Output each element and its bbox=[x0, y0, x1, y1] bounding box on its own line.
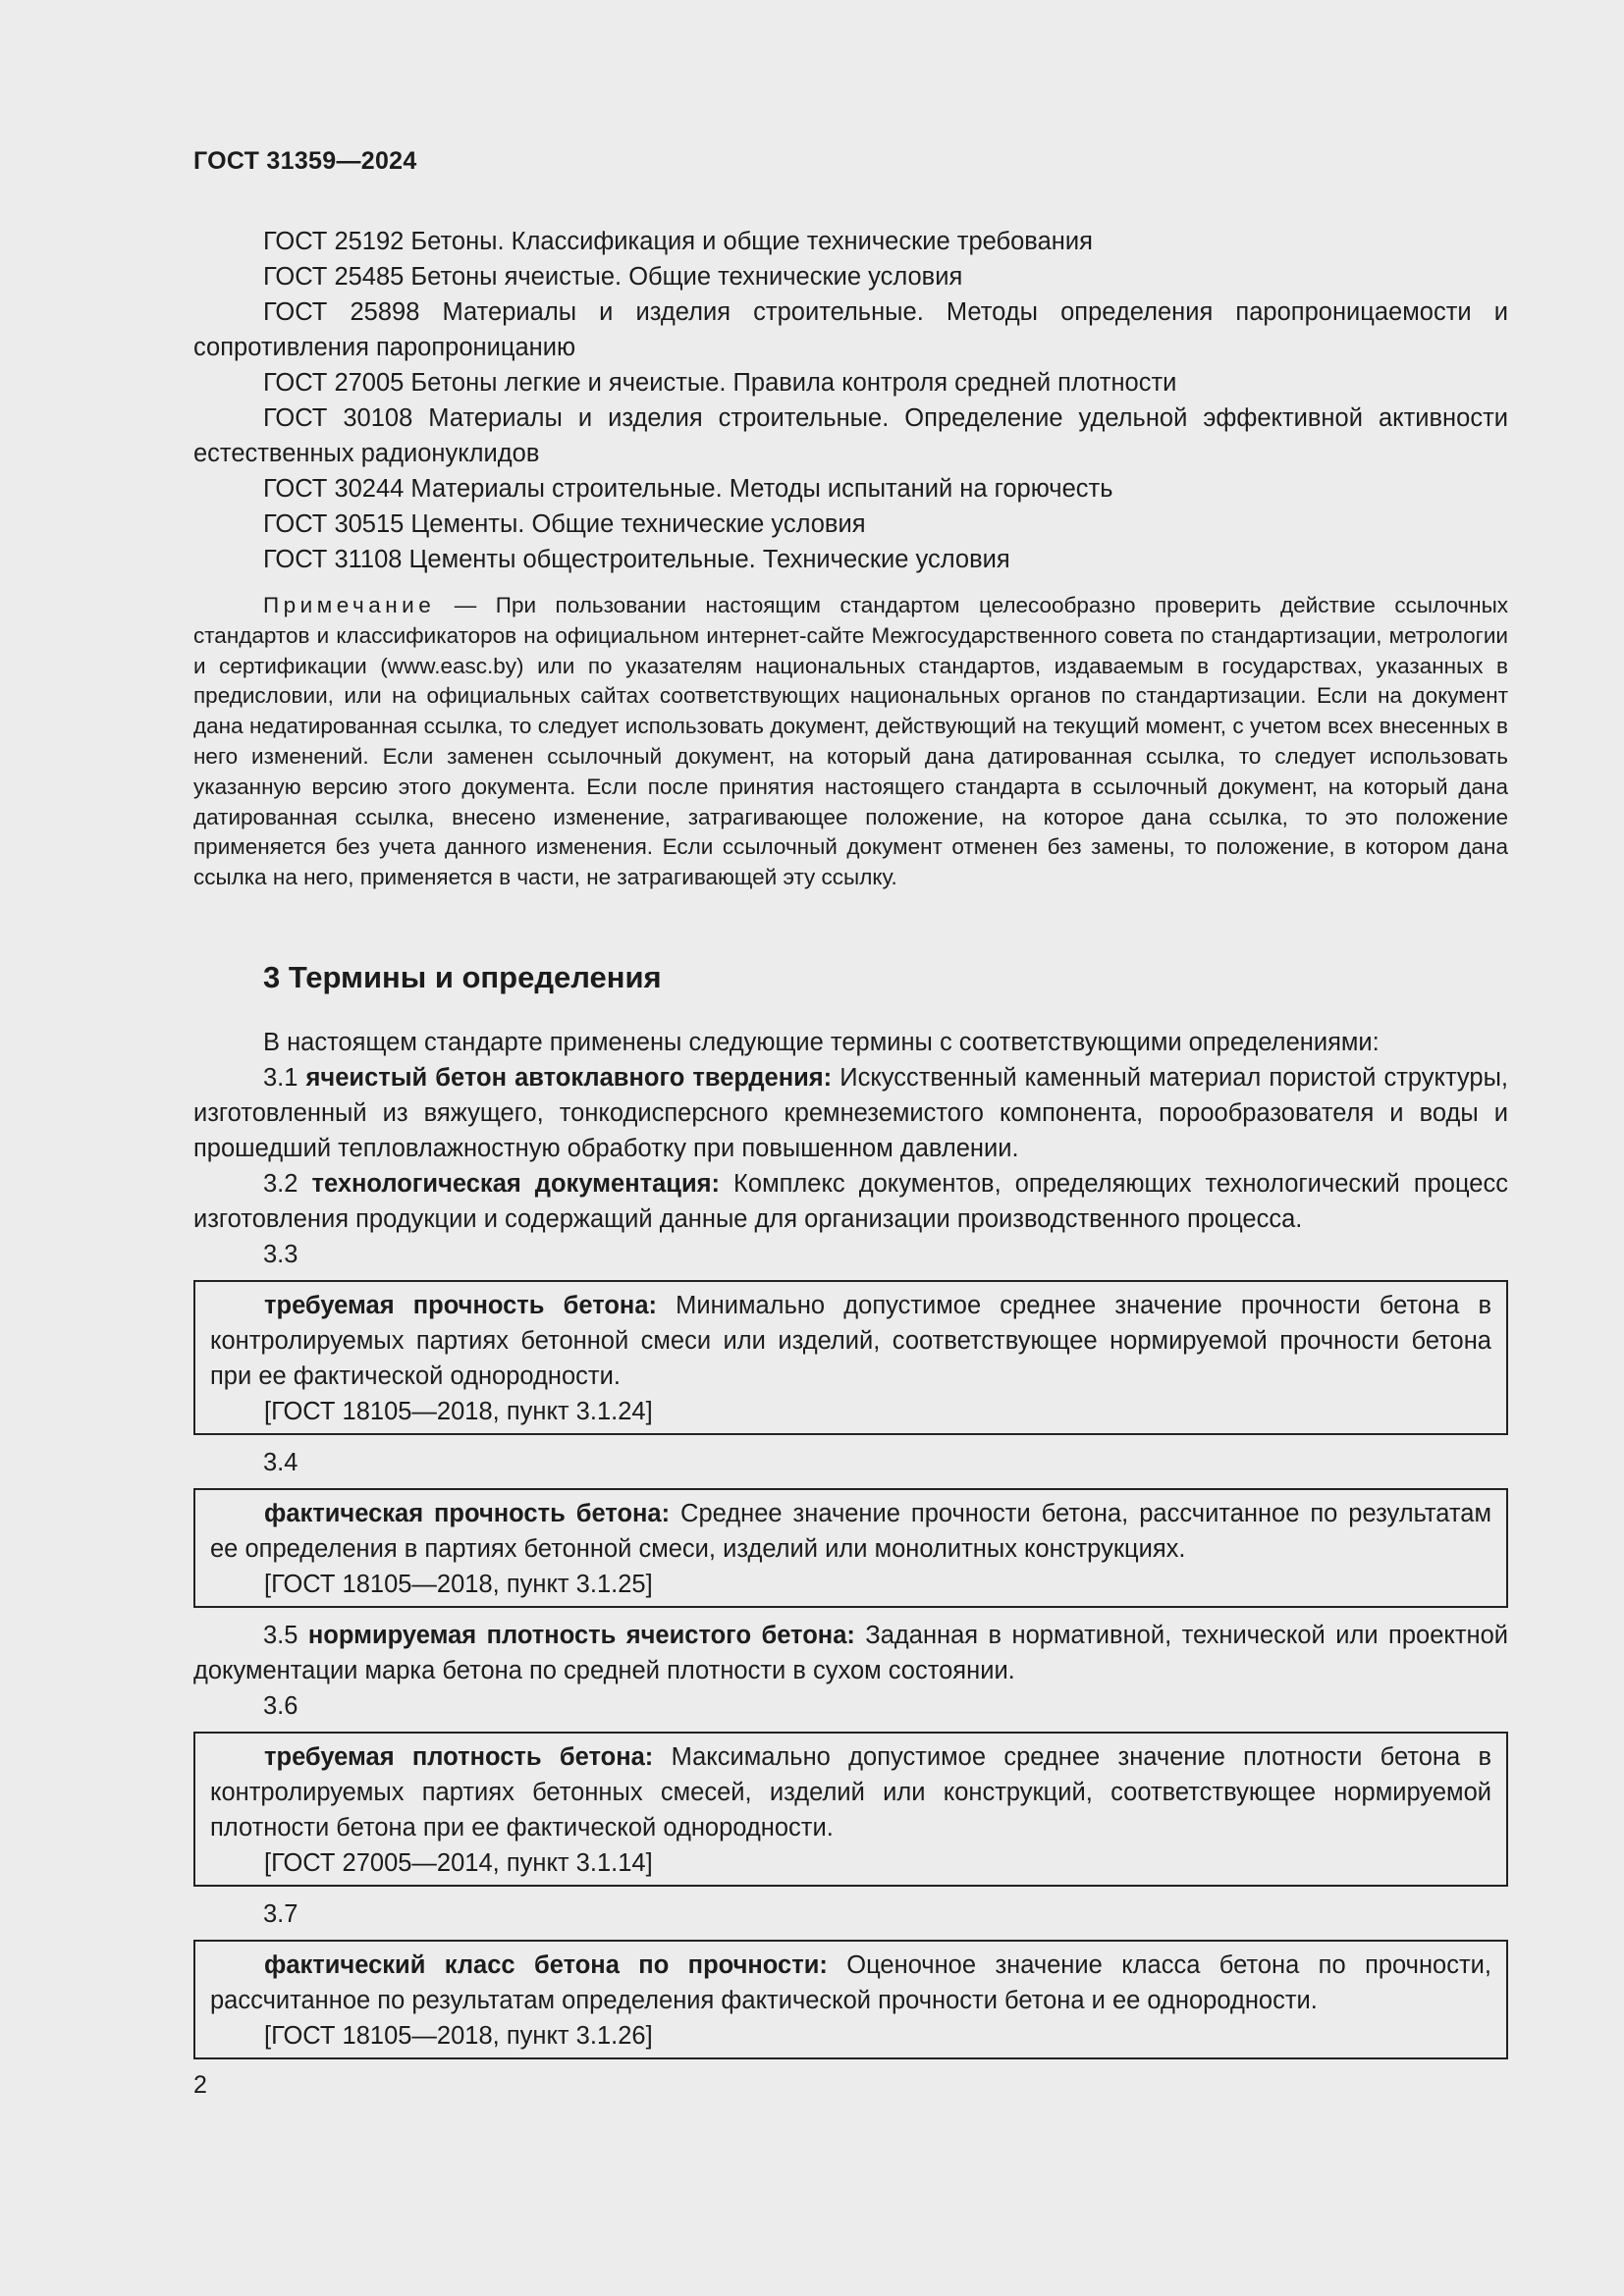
term-3-7-box bbox=[193, 1940, 1508, 2059]
document-header: ГОСТ 31359—2024 bbox=[193, 147, 417, 175]
reference-item: ГОСТ 30244 Материалы строительные. Методы испытаний на горючесть bbox=[263, 475, 1113, 503]
reference-item: ГОСТ 25485 Бетоны ячеистые. Общие технические условия bbox=[263, 263, 963, 291]
reference-item: ГОСТ 25898 Материалы и изделия строительные. Методы определения паропроницаемости и сопротивления паропроницанию bbox=[193, 298, 1508, 361]
term-number: 3.5 bbox=[263, 1622, 308, 1649]
term-definition: Искусственный каменный материал пористой структуры, изготовленный из вяжущего, тонкодисперсного кремнеземистого компонента, порообразователя и воды и прошедший тепловлажностную обработку при повышенном давлении. bbox=[193, 1064, 1508, 1162]
term-source: [ГОСТ 18105—2018, пункт 3.1.26] bbox=[264, 2022, 653, 2050]
term-3-2 bbox=[193, 1166, 1508, 1237]
reference-item: ГОСТ 30515 Цементы. Общие технические условия bbox=[263, 510, 866, 538]
term-3-4-box bbox=[193, 1488, 1508, 1608]
term-name: нормируемая плотность ячеистого бетона: bbox=[307, 1622, 855, 1649]
term-number: 3.7 bbox=[263, 1900, 298, 1928]
reference-item: ГОСТ 30108 Материалы и изделия строительные. Определение удельной эффективной активности естественных радионуклидов bbox=[193, 404, 1508, 467]
term-name: требуемая прочность бетона: bbox=[264, 1292, 658, 1319]
term-definition: Максимально допустимое среднее значение плотности бетона в контролируемых партиях бетонных смесей, изделий или конструкций, соответствующее нормируемой плотности бетона при ее фактической однородности. bbox=[210, 1743, 1491, 1842]
term-3-1 bbox=[193, 1060, 1508, 1166]
term-3-3 bbox=[210, 1288, 1491, 1394]
section-title: 3 Термины и определения bbox=[263, 960, 662, 994]
term-number: 3.3 bbox=[263, 1241, 298, 1268]
term-name: фактическая прочность бетона: bbox=[264, 1500, 671, 1527]
normative-references-list bbox=[193, 224, 1508, 577]
term-definition: Среднее значение прочности бетона, рассчитанное по результатам ее определения в партиях бетонной смеси, изделий или монолитных конструкциях. bbox=[210, 1500, 1491, 1563]
term-3-4 bbox=[210, 1496, 1491, 1567]
note-paragraph bbox=[193, 591, 1508, 893]
term-definition: Минимально допустимое среднее значение прочности бетона в контролируемых партиях бетонной смеси или изделий, соответствующее нормируемой прочности бетона при ее фактической однородности. bbox=[210, 1292, 1492, 1390]
term-number: 3.6 bbox=[263, 1692, 298, 1720]
reference-item: ГОСТ 25192 Бетоны. Классификация и общие технические требования bbox=[263, 228, 1093, 255]
term-source: [ГОСТ 18105—2018, пункт 3.1.24] bbox=[264, 1398, 653, 1425]
term-number: 3.1 bbox=[263, 1064, 306, 1092]
term-definition: Заданная в нормативной, технической или проектной документации марка бетона по средней плотности в сухом состоянии. bbox=[193, 1622, 1509, 1684]
term-3-5 bbox=[193, 1618, 1508, 1688]
term-source: [ГОСТ 27005—2014, пункт 3.1.14] bbox=[264, 1849, 653, 1877]
term-3-6 bbox=[210, 1739, 1491, 1845]
reference-item: ГОСТ 31108 Цементы общестроительные. Технические условия bbox=[263, 546, 1010, 573]
term-number: 3.2 bbox=[263, 1170, 312, 1198]
terms-section bbox=[193, 1025, 1508, 2069]
section-intro: В настоящем стандарте применены следующие термины с соответствующими определениями: bbox=[263, 1029, 1380, 1056]
term-definition: Комплекс документов, определяющих технологический процесс изготовления продукции и содержащий данные для организации производственного процесса. bbox=[193, 1170, 1508, 1233]
term-name: фактический класс бетона по прочности: bbox=[264, 1951, 828, 1979]
term-3-6-box bbox=[193, 1732, 1508, 1887]
term-3-3-box bbox=[193, 1280, 1508, 1435]
page-number: 2 bbox=[193, 2071, 207, 2099]
term-3-7 bbox=[210, 1948, 1491, 2018]
term-source: [ГОСТ 18105—2018, пункт 3.1.25] bbox=[264, 1571, 653, 1598]
term-name: технологическая документация: bbox=[311, 1170, 721, 1198]
term-name: ячеистый бетон автоклавного твердения: bbox=[305, 1064, 833, 1092]
term-definition: Оценочное значение класса бетона по прочности, рассчитанное по результатам определения фактической прочности бетона и ее однородности. bbox=[210, 1951, 1491, 2014]
note-text: — При пользовании настоящим стандартом целесообразно проверить действие ссылочных стандартов и классификаторов на официальном интернет-сайте Межгосударственного совета по стандартизации, метрологии и сертификации (www.easc.by) или по указателям национальных стандартов, издаваемым в государствах, указанных в предисловии, или на официальных сайтах соответствующих национальных органов по стандартизации. Если на документ дана недатированная ссылка, то следует использовать документ, действующий на текущий момент, с учетом всех внесенных в него изменений. Если заменен ссылочный документ, на который дана датированная ссылка, то следует использовать указанную версию этого документа. Если после принятия настоящего стандарта в ссылочный документ, на который дана датированная ссылка, внесено изменение, затрагивающее положение, на которое дана ссылка, то это положение применяется без учета данного изменения. Если ссылочный документ отменен без замены, то положение, в котором дана ссылка на него, применяется в части, не затрагивающей эту ссылку. bbox=[193, 593, 1508, 890]
reference-item: ГОСТ 27005 Бетоны легкие и ячеистые. Правила контроля средней плотности bbox=[263, 369, 1177, 397]
term-number: 3.4 bbox=[263, 1449, 298, 1476]
term-name: требуемая плотность бетона: bbox=[264, 1743, 654, 1771]
note-label: Примечание bbox=[263, 593, 436, 617]
